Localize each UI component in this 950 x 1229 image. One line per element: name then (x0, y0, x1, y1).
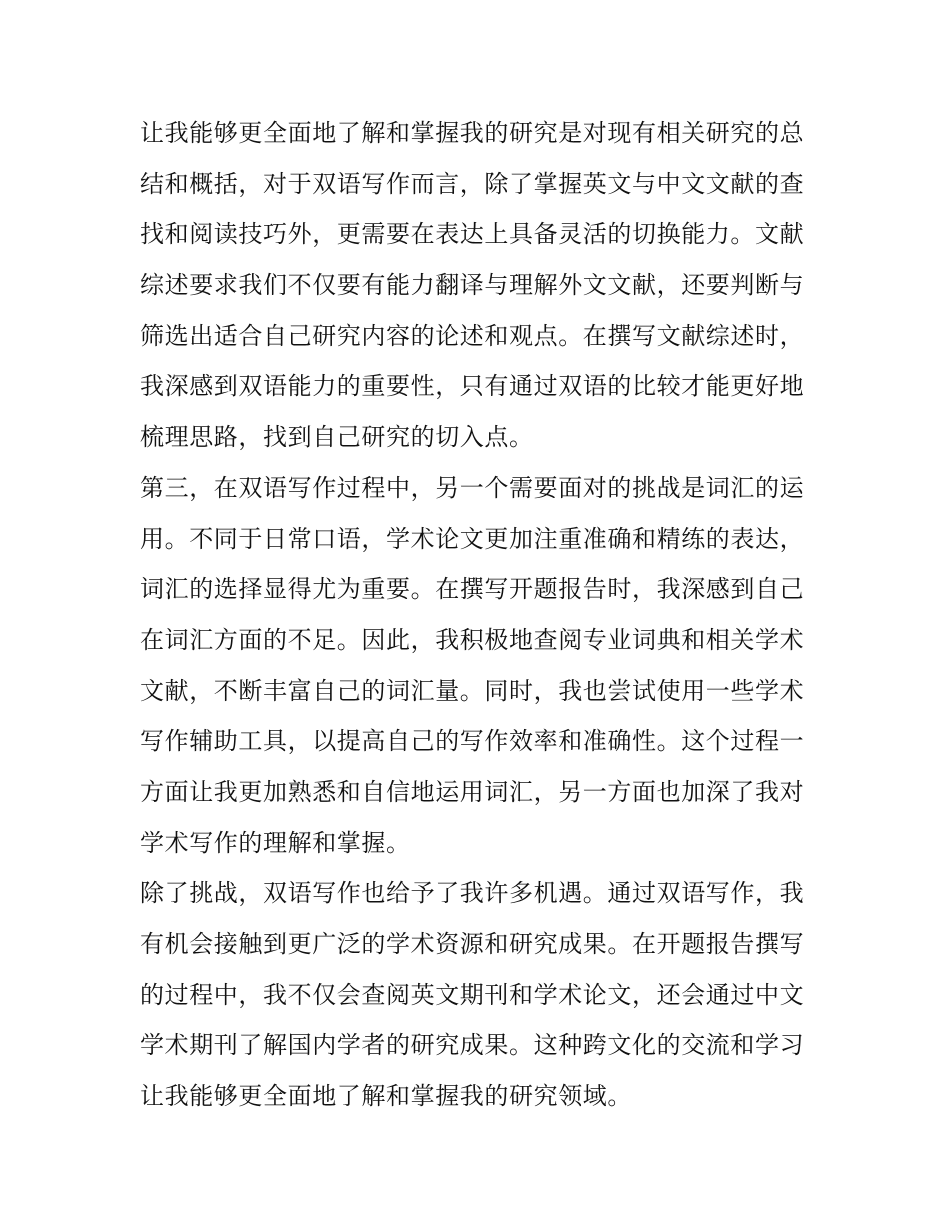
text-line: 让我能够更全面地了解和掌握我的研究领域。 (140, 1082, 632, 1111)
text-line: 结和概括，对于双语写作而言，除了掌握英文与中文文献的查 (140, 169, 805, 198)
text-line: 让我能够更全面地了解和掌握我的研究是对现有相关研究的总 (140, 119, 805, 147)
text-line: 写作辅助工具，以提高自己的写作效率和准确性。这个过程一 (140, 727, 805, 756)
document-body (140, 108, 820, 1122)
text-line: 学术写作的理解和掌握。 (140, 828, 411, 857)
text-line: 用。不同于日常口语，学术论文更加注重准确和精练的表达， (140, 524, 805, 553)
text-line: 综述要求我们不仅要有能力翻译与理解外文文献，还要判断与 (140, 271, 805, 300)
text-line: 有机会接触到更广泛的学术资源和研究成果。在开题报告撰写 (140, 930, 805, 958)
text-line: 除了挑战，双语写作也给予了我许多机遇。通过双语写作，我 (140, 879, 805, 908)
text-line: 在词汇方面的不足。因此，我积极地查阅专业词典和相关学术 (140, 625, 805, 654)
text-line: 方面让我更加熟悉和自信地运用词汇，另一方面也加深了我对 (140, 777, 805, 806)
text-line: 的过程中，我不仅会查阅英文期刊和学术论文，还会通过中文 (140, 980, 805, 1009)
text-line: 我深感到双语能力的重要性，只有通过双语的比较才能更好地 (140, 372, 805, 401)
text-line: 学术期刊了解国内学者的研究成果。这种跨文化的交流和学习 (140, 1031, 805, 1060)
text-line: 找和阅读技巧外，更需要在表达上具备灵活的切换能力。文献 (140, 220, 805, 249)
text-line: 梳理思路，找到自己研究的切入点。 (140, 423, 534, 452)
text-line: 第三，在双语写作过程中，另一个需要面对的挑战是词汇的运 (140, 473, 805, 502)
text-line: 词汇的选择显得尤为重要。在撰写开题报告时，我深感到自己 (140, 575, 805, 604)
text-line: 文献，不断丰富自己的词汇量。同时，我也尝试使用一些学术 (140, 676, 805, 705)
text-line: 筛选出适合自己研究内容的论述和观点。在撰写文献综述时， (140, 321, 805, 350)
